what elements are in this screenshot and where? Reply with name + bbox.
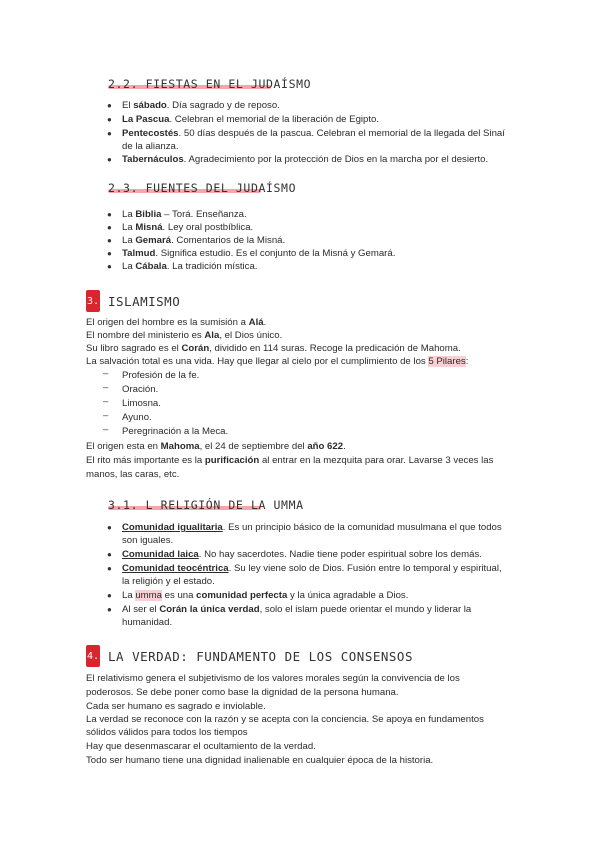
highlighted-text: umma	[135, 590, 162, 601]
list-item: Peregrinación a la Meca.	[122, 426, 229, 437]
paragraph: Todo ser humano tiene una dignidad inalienable en cualquier época de la historia.	[86, 755, 434, 766]
list-item: Limosna.	[122, 398, 161, 409]
section-heading-3: ISLAMISMO	[108, 294, 181, 309]
paragraph: Su libro sagrado es el Corán, dividido en 114 suras. Recoge la predicación de Mahoma.	[86, 343, 461, 354]
bullet-icon: ●	[107, 564, 112, 573]
section-heading-2-3: 2.3. FUENTES DEL JUDAÍSMO	[108, 181, 297, 195]
document-page: 2.2. FIESTAS EN EL JUDAÍSMO ● El sábado. Día sagrado y de reposo. ● La Pascua. Celebran el memorial de la liberación de Egipto. ● Pentecostés. 50 días después de la pascua. Celebran el memorial de la llegada del Sinaí de la alianza. ● Tabernáculos. Agradecimiento por la protección de Dios en la marcha por el desierto. 2.3. FUENTES DEL JUDAÍSMO ● La Biblia – Torá. Enseñanza. ● La Misná. Ley oral postbíblica. ● La Gemará. Comentarios de la Misná. ● Talmud. Significa estudio. Es el conjunto de la Misná y Gemará. ● La Cábala. La tradición mística. 3. ISLAMISMO El origen del hombre es la sumisión a Alá. El nombre del ministerio es Ala, el Dios único. Su libro sagrado es el Corán, dividido en 114 suras. Recoge la predicación de Mahoma. La salvación total es una vida. Hay que llegar al cielo por el cumplimiento de los 5 Pilares: – Profesión de la fe. – Oración. – Limosna. – Ayuno. – Peregrinación a la Meca. El origen esta en Mahoma, el 24 de septiembre del año 622. El rito más importante es la purificación al entrar en la mezquita para orar. Lavarse 3 veces las manos, las caras, etc. 3.1. L RELIGIÓN DE LA UMMA ● Comunidad igualitaria. Es un principio básico de la comunidad musulmana el que todos son iguales. ● Comunidad laica. No hay sacerdotes. Nadie tiene poder espiritual sobre los demás. ● Comunidad teocéntrica. Su ley viene solo de Dios. Fusión entre lo temporal y espiritual, la religión y el estado. ● La umma es una comunidad perfecta y la única agradable a Dios. ● Al ser el Corán la única verdad, solo el islam puede orientar el mundo y liderar la humanidad. 4. LA VERDAD: FUNDAMENTO DE LOS CONSENSOS El relativismo genera el subjetivismo de los valores morales según la convivencia de los poderosos. Se debe poner como base la dignidad de la persona humana. Cada ser humano es sagrado e inviolable. La verdad se reconoce con la razón y se acepta con la conciencia. Se apoya en fundamentos sólidos válidos para todos los tiempos Hay que desenmascarar el ocultamiento de la verdad. Todo ser humano tiene una dignidad inalienable en cualquier época de la historia.	[86, 77, 505, 766]
section-number-badge: 3.	[86, 290, 100, 312]
paragraph: El nombre del ministerio es Ala, el Dios único.	[86, 330, 283, 341]
bullet-icon: ●	[107, 523, 112, 532]
bullet-icon: ●	[107, 223, 112, 232]
dash-bullet-icon: –	[103, 382, 109, 393]
paragraph: poderosos. Se debe poner como base la dignidad de la persona humana.	[86, 687, 399, 698]
bullet-icon: ●	[107, 129, 112, 138]
paragraph: Cada ser humano es sagrado e inviolable.	[86, 701, 266, 712]
section-heading-3-1: 3.1. L RELIGIÓN DE LA UMMA	[108, 498, 304, 512]
bullet-icon: ●	[107, 101, 112, 110]
dash-bullet-icon: –	[103, 424, 109, 435]
section-heading-2-2: 2.2. FIESTAS EN EL JUDAÍSMO	[108, 77, 312, 91]
list-item: Oración.	[122, 384, 159, 395]
list-item: Ayuno.	[122, 412, 152, 423]
bullet-icon: ●	[107, 236, 112, 245]
bullet-icon: ●	[107, 262, 112, 271]
paragraph: manos, las caras, etc.	[86, 469, 180, 480]
bullet-icon: ●	[107, 591, 112, 600]
dash-bullet-icon: –	[103, 410, 109, 421]
list-item: Profesión de la fe.	[122, 370, 200, 381]
bullet-icon: ●	[107, 115, 112, 124]
paragraph: El relativismo genera el subjetivismo de los valores morales según la convivencia de los	[86, 673, 460, 684]
paragraph: El rito más importante es la purificación al entrar en la mezquita para orar. Lavarse 3 veces las	[86, 455, 494, 466]
dash-bullet-icon: –	[103, 396, 109, 407]
paragraph: El origen del hombre es la sumisión a Alá.	[86, 317, 267, 328]
section-heading-4: LA VERDAD: FUNDAMENTO DE LOS CONSENSOS	[108, 649, 413, 664]
bullet-icon: ●	[107, 605, 112, 614]
section-number-badge: 4.	[86, 645, 100, 667]
paragraph: El origen esta en Mahoma, el 24 de septiembre del año 622.	[86, 441, 346, 452]
highlighted-text: 5 Pilares	[428, 356, 466, 367]
bullet-icon: ●	[107, 155, 112, 164]
paragraph: La salvación total es una vida. Hay que llegar al cielo por el cumplimiento de los 5 Pilares:	[86, 356, 469, 367]
bullet-icon: ●	[107, 210, 112, 219]
paragraph: sólidos válidos para todos los tiempos	[86, 727, 248, 738]
dash-bullet-icon: –	[103, 368, 109, 379]
paragraph: Hay que desenmascarar el ocultamiento de la verdad.	[86, 741, 316, 752]
bullet-icon: ●	[107, 550, 112, 559]
paragraph: La verdad se reconoce con la razón y se acepta con la conciencia. Se apoya en fundamentos	[86, 714, 484, 725]
bullet-icon: ●	[107, 249, 112, 258]
